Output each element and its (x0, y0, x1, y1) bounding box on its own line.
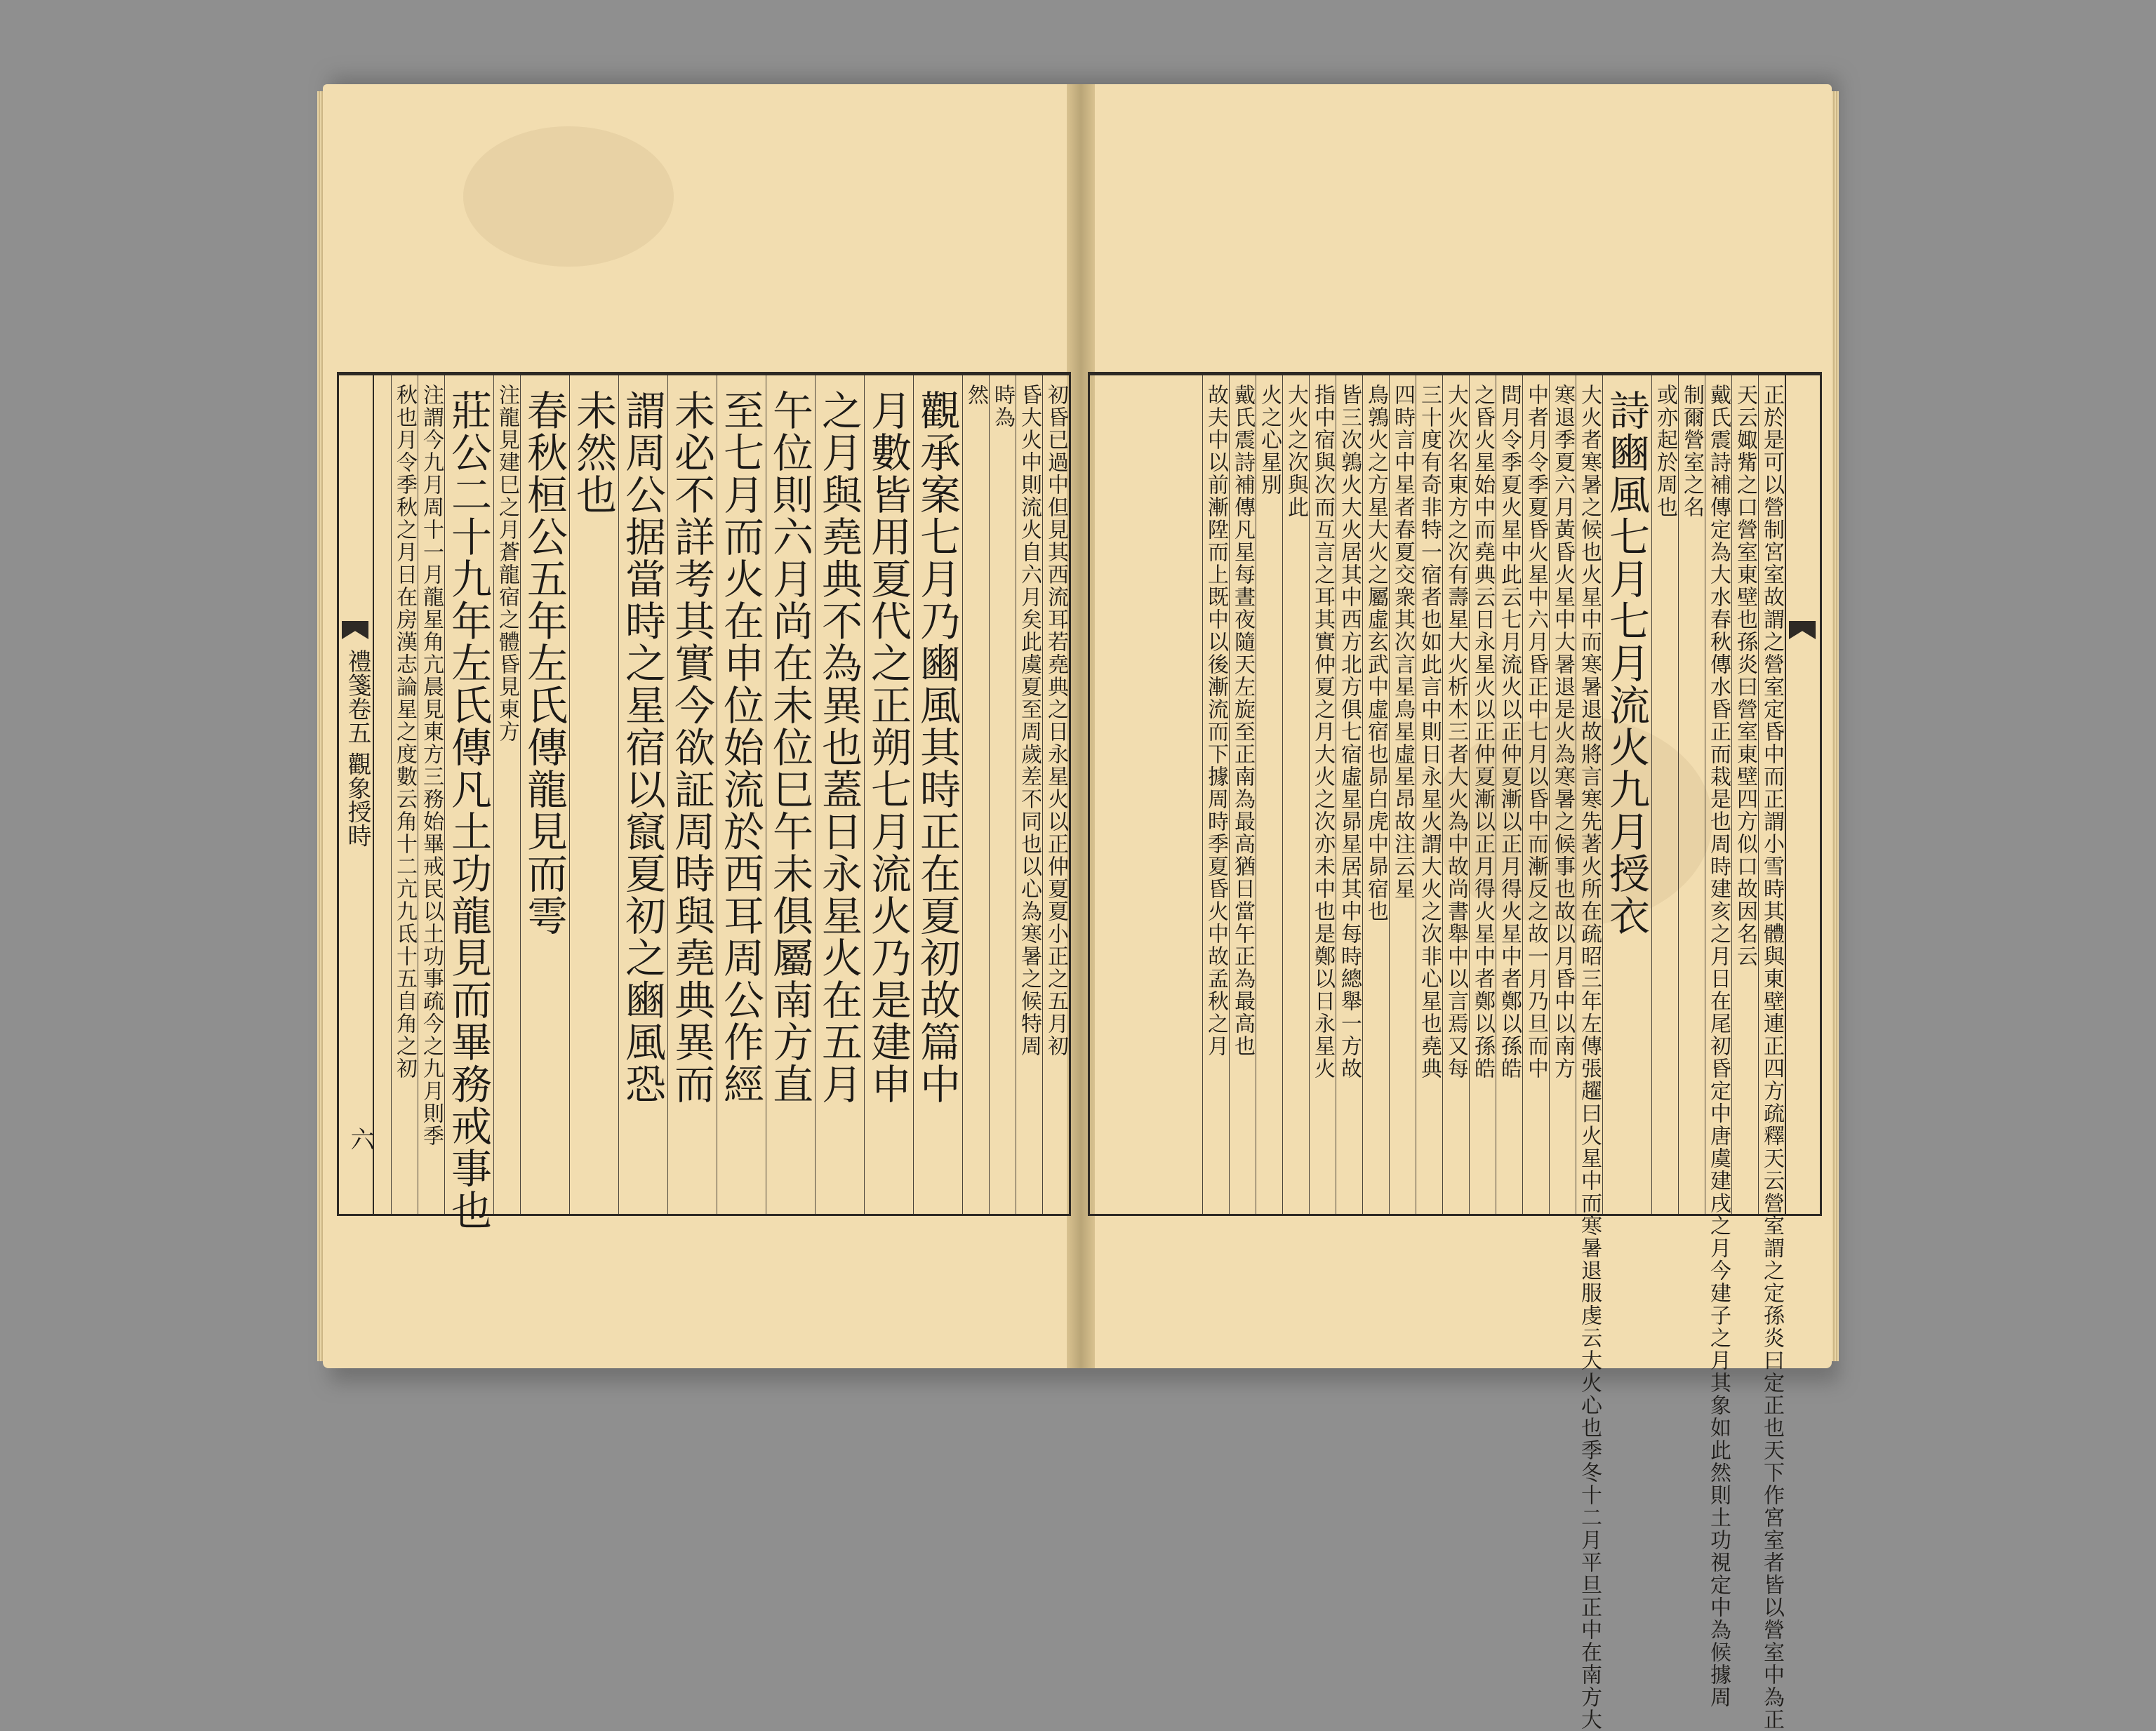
fold-title: 禮箋卷五 觀象授時 (343, 649, 371, 848)
open-book (323, 70, 1839, 1731)
column-rule (962, 375, 963, 1214)
commentary-column: 火之心星別 (1257, 384, 1282, 496)
commentary-column: 昏大火中則流火自六月矣此虞夏至周歲差不同也以心為寒暑之候特周 (1017, 384, 1042, 1057)
commentary-column: 正於是可以營制宮室故謂之營室定昏中而正謂小雪時其體與東壁連正四方疏釋天云營室謂之定孫炎曰定正也天下作宮室者皆以營室中為正 (1759, 384, 1784, 1731)
right-page-edge (1832, 91, 1839, 1361)
commentary-column: 時為 (990, 384, 1015, 429)
fish-tail-mark (342, 621, 368, 639)
commentary-column: 天云娵觜之口營室東壁也孫炎曰營室東壁四方似口故因名云 (1733, 384, 1757, 968)
commentary-column: 寒退季夏六月黃昏火星中大暑退是火為寒暑之候事也故以月昏中以南方 (1550, 384, 1575, 1080)
paper-stain (463, 126, 674, 267)
main-text-column: 未必不詳考其實今欲証周時與堯典異而 (667, 389, 715, 1105)
commentary-column: 四時言中星者春夏交衆其次言星鳥星虛星昂故注云星 (1390, 384, 1415, 900)
left-page-fold-column (338, 375, 374, 1214)
fish-tail-mark (1789, 621, 1816, 639)
commentary-column: 然 (964, 384, 988, 406)
commentary-column: 中者月令季夏昏火星中六月昏正中七月以昏中而漸反之故一月乃旦而中 (1524, 384, 1548, 1080)
commentary-column: 指中宿與次而互言之耳其實仲夏之月大火之次亦未中也是鄭以日永星火 (1310, 384, 1335, 1080)
commentary-column: 之昏火星始中而堯典云日永星火以正仲夏漸以正月得火星中者鄭以孫皓 (1470, 384, 1495, 1080)
right-page-fold-column (1785, 375, 1821, 1214)
commentary-column: 戴氏震詩補傳凡星每晝夜隨天左旋至正南為最高猶日當午正為最高也 (1230, 384, 1255, 1057)
commentary-column: 皆三次鶉火大火居其中西方北方俱七宿虛星昴星居其中每時總舉一方故 (1337, 384, 1362, 1080)
commentary-column: 初昏已過中但見其西流耳若堯典之日永星火以正仲夏夏小正之五月初 (1044, 384, 1068, 1057)
commentary-column: 注謂今九月周十一月龍星角亢晨見東方三務始畢戒民以土功事疏今之九月則季 (419, 384, 444, 1147)
column-rule (989, 375, 990, 1214)
commentary-column: 鳥鶉火之方星大火之屬虛玄武中虛宿也昴白虎中昴宿也 (1364, 384, 1388, 923)
left-text-frame (337, 372, 1071, 1231)
commentary-column: 大火之次與此 (1284, 384, 1308, 519)
main-text-column: 至七月而火在申位始流於西耳周公作經 (717, 389, 764, 1105)
main-text-column: 春秋桓公五年左氏傳龍見而雩 (520, 389, 568, 937)
main-text-column: 觀承案七月乃豳風其時正在夏初故篇中 (913, 389, 961, 1105)
commentary-column: 戴氏震詩補傳定為大水春秋傳水昏正而栽是也周時建亥之月日在尾初昏定中唐虞建戌之月今建子之月其象如此然則土功視定中為候據周 (1706, 384, 1731, 1709)
main-text-column: 詩豳風七月七月流火九月授衣 (1602, 389, 1650, 937)
main-text-column: 謂周公据當時之星宿以竄夏初之豳風恐 (618, 389, 666, 1105)
main-text-column: 月數皆用夏代之正朔七月流火乃是建申 (864, 389, 912, 1105)
right-text-frame (1088, 372, 1822, 1731)
commentary-column: 或亦起於周也 (1653, 384, 1677, 519)
page-number: 六 (346, 1127, 374, 1151)
commentary-column: 大火者寒暑之候也火星中而寒暑退故將言寒先著火所在疏昭三年左傳張趯曰火星中而寒暑退服虔云大火心也季冬十二月平旦正中在南方大 (1577, 384, 1602, 1731)
commentary-column: 注龍見建巳之月蒼龍宿之體昏見東方 (495, 384, 519, 743)
commentary-column: 故夫中以前漸陞而上既中以後漸流而下據周時季夏昏火中故孟秋之月 (1204, 384, 1228, 1057)
main-text-column: 午位則六月尚在未位巳午未俱屬南方直 (766, 389, 813, 1105)
main-text-column: 莊公二十九年左氏傳凡土功龍見而畢務戒事也 (444, 389, 492, 1231)
main-text-column: 未然也 (569, 389, 617, 516)
commentary-column: 制爾營室之名 (1679, 384, 1704, 519)
main-text-column: 之月與堯典不為異也蓋日永星火在五月 (815, 389, 863, 1105)
commentary-column: 秋也月令季秋之月日在房漢志論星之度數云角十二亢九氐十五自角之初 (392, 384, 417, 1080)
commentary-column: 三十度有奇非特一宿者也如此言中則日永星火謂大火之次非心星也堯典 (1417, 384, 1442, 1080)
commentary-column: 問月令季夏火星中此云七月流火以正仲夏漸以正月得火星中者鄭以孫皓 (1497, 384, 1522, 1080)
commentary-column: 大火次名東方之次有壽星大火析木三者大火為中故尚書舉中以言焉又每 (1444, 384, 1468, 1080)
